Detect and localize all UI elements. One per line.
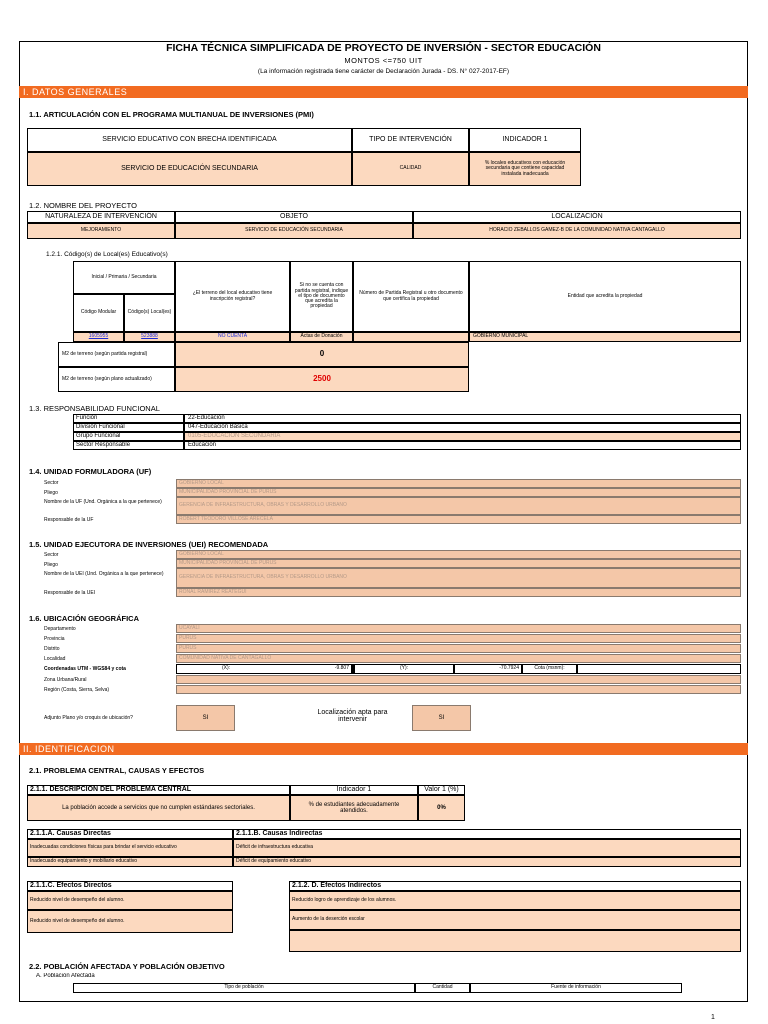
pmi-header-tipo: TIPO DE INTERVENCIÓN [352, 128, 469, 152]
causa-directa: Inadecuadas condiciones físicas para brindar el servicio educativo [27, 839, 233, 857]
localidad-value: COMUNIDAD NATIVA DE CANTAGALLO [176, 654, 741, 663]
codigo-modular-header: Código Modular [73, 294, 124, 332]
uei-value: GOBIERNO LOCAL [176, 550, 741, 559]
legal-note: (La información registrada tiene carácter de Declaración Jurada - DS. N° 027-2017-EF) [257, 68, 510, 75]
pmi-tipo-value: CALIDAD [352, 152, 469, 186]
tipo-documento-header: Si no se cuenta con partida registral, indique el tipo de documento que acredita la propiedad [290, 261, 353, 332]
entidad-value: GOBIERNO MUNICIPAL [469, 332, 741, 342]
causa-directa: Inadecuado equipamiento y mobiliario educativo [27, 857, 233, 867]
m2-plano-label: M2 de terreno (según plano actualizado) [58, 367, 175, 392]
section-title-1-1: 1.1. ARTICULACIÓN CON EL PROGRAMA MULTIANUAL DE INVERSIONES (PMI) [29, 110, 314, 119]
funcional-value: 047-Educación Básica [184, 423, 741, 432]
poblacion-header-fuente: Fuente de información [470, 983, 682, 993]
pmi-indicador-value: % locales educativos con educación secundaria que contiene capacidad instalada inadecuada [469, 152, 581, 186]
efecto-directo: Reducido nivel de desempeño del alumno. [27, 891, 233, 910]
section-bar-identificacion: II. IDENTIFICACION [19, 743, 748, 755]
coord-y-label: (Y): [354, 664, 454, 674]
valor-header: Valor 1 (%) [418, 785, 465, 795]
name-header-objeto: OBJETO [175, 211, 413, 223]
funcional-value: Educación [184, 441, 741, 450]
plano-label: Adjunto Plano y/o croquis de ubicación? [44, 715, 133, 721]
ubicacion-label: Departamento [44, 626, 76, 632]
coord-x-label: (X): [176, 664, 352, 674]
page-number: 1 [711, 1014, 715, 1021]
section-title-1-4: 1.4. UNIDAD FORMULADORA (UF) [29, 467, 152, 476]
tipo-documento-value: Actas de Donación [290, 332, 353, 342]
departamento-value: UCAYALI [176, 624, 741, 633]
uf-label: Nombre de la UF (Und. Orgánica a la que pertenece) [44, 499, 162, 505]
codigo-local-value: 523888 [124, 332, 175, 342]
ubicacion-label: Coordenadas UTM - WGS84 y cota [44, 666, 126, 672]
poblacion-header-cantidad: Cantidad [415, 983, 470, 993]
uf-value: MUNICIPALIDAD PROVINCIAL DE PURUS [176, 488, 741, 497]
name-objeto-value: SERVICIO DE EDUCACIÓN SECUNDARIA [175, 223, 413, 239]
section-title-1-3: 1.3. RESPONSABILIDAD FUNCIONAL [29, 404, 160, 413]
distrito-value: PURUS [176, 644, 741, 653]
inscripcion-header: ¿El terreno del local educativo tiene inscripción registral? [175, 261, 290, 332]
problema-value: La población accede a servicios que no cumplen estándares sectoriales. [27, 795, 290, 821]
efecto-directo: Reducido nivel de desempeño del alumno. [27, 910, 233, 933]
efectos-directos-header: 2.1.1.C. Efectos Directos [27, 881, 233, 891]
uf-label: Responsable de la UF [44, 517, 94, 523]
ubicacion-label: Distrito [44, 646, 60, 652]
name-localizacion-value: HORACIO ZEBALLOS GAMEZ-B DE LA COMUNIDAD NATIVA CANTAGALLO [413, 223, 741, 239]
poblacion-header-tipo: Tipo de población [73, 983, 415, 993]
section-title-1-6: 1.6. UBICACIÓN GEOGRÁFICA [29, 614, 140, 623]
name-naturaleza-value: MEJORAMIENTO [27, 223, 175, 239]
section-title-1-2: 1.2. NOMBRE DEL PROYECTO [29, 201, 137, 210]
codigo-local-header: Código(s) Local(es) [124, 294, 175, 332]
coord-x-value: -9.807 [334, 665, 349, 672]
cota-value [577, 664, 741, 674]
page-subtitle: MONTOS <=750 UIT [344, 56, 423, 65]
uf-value: ROBERT TEODORO VILLOSE ARECELA [176, 515, 741, 524]
apta-value: SI [412, 705, 471, 731]
causa-indirecta: Déficit de infraestructura educativa [233, 839, 741, 857]
uf-value: GERENCIA DE INFRAESTRUCTURA, OBRAS Y DESARROLLO URBANO [176, 497, 741, 515]
provincia-value: PURUS [176, 634, 741, 643]
causa-indirecta: Déficit de equipamiento educativo [233, 857, 741, 867]
uf-value: GOBIERNO LOCAL [176, 479, 741, 488]
ubicacion-label: Provincia [44, 636, 65, 642]
name-header-naturaleza: NATURALEZA DE INTERVENCIÓN [27, 211, 175, 223]
section-bar-datos-generales: I. DATOS GENERALES [19, 86, 748, 98]
pmi-header-servicio: SERVICIO EDUCATIVO CON BRECHA IDENTIFICADA [27, 128, 352, 152]
section-title-1-2-1: 1.2.1. Código(s) de Local(es) Educativo(s) [46, 251, 168, 258]
funcional-value: 0105-EDUCACIÓN SECUNDARIA [184, 432, 741, 441]
causas-indirectas-header: 2.1.1.B. Causas Indirectas [233, 829, 741, 839]
efecto-indirecto: Reducido logro de aprendizaje de los alumnos. [289, 891, 741, 910]
ubicacion-label: Zona Urbana/Rural [44, 677, 87, 683]
indicador-value: % de estudiantes adecuadamente atendidos. [290, 795, 418, 821]
apta-label: Localización apta para intervenir [317, 709, 388, 724]
codigo-modular-value: 1605955 [73, 332, 124, 342]
uei-value: GERENCIA DE INFRAESTRUCTURA, OBRAS Y DESARROLLO URBANO [176, 568, 741, 588]
entidad-header: Entidad que acredita la propiedad [469, 261, 741, 332]
pmi-servicio-value: SERVICIO DE EDUCACIÓN SECUNDARIA [27, 152, 352, 186]
level-header: Inicial / Primaria / Secundaria [73, 261, 175, 294]
valor-value: 0% [418, 795, 465, 821]
efecto-indirecto [289, 930, 741, 952]
name-header-localizacion: LOCALIZACIÓN [413, 211, 741, 223]
m2-registral-label: M2 de terreno (según partida registral) [58, 342, 175, 367]
section-title-2-1: 2.1. PROBLEMA CENTRAL, CAUSAS Y EFECTOS [29, 766, 205, 775]
uei-value: RONAL RAMIREZ REATEGUI [176, 588, 741, 597]
uei-label: Responsable de la UEI [44, 590, 96, 596]
uf-label: Sector [44, 480, 59, 486]
efectos-indirectos-header: 2.1.2. D. Efectos Indirectos [289, 881, 741, 891]
plano-value: SI [176, 705, 235, 731]
inscripcion-value: NO CUENTA [175, 332, 290, 342]
uei-label: Nombre de la UEI (Und. Orgánica a la que pertenece) [44, 571, 164, 577]
funcional-label: Función [73, 414, 184, 423]
section-title-1-5: 1.5. UNIDAD EJECUTORA DE INVERSIONES (UEI) RECOMENDADA [29, 540, 269, 549]
causas-directas-header: 2.1.1.A. Causas Directas [27, 829, 233, 839]
uf-label: Pliego [44, 490, 58, 496]
partida-header: Número de Partida Registral u otro documento que certifica la propiedad [353, 261, 469, 332]
uei-label: Sector [44, 552, 59, 558]
funcional-value: 22-Educación [184, 414, 741, 423]
cota-label: Cota (msnm): [522, 664, 577, 674]
region-value [176, 685, 741, 694]
problema-header: 2.1.1. DESCRIPCION DEL PROBLEMA CENTRAL [27, 785, 290, 795]
ubicacion-label: Localidad [44, 656, 66, 662]
efecto-indirecto: Aumento de la deserción escolar [289, 910, 741, 930]
page-title: FICHA TÉCNICA SIMPLIFICADA DE PROYECTO DE INVERSIÓN - SECTOR EDUCACIÓN [166, 42, 601, 54]
m2-registral-value: 0 [175, 342, 469, 367]
zona-value [176, 675, 741, 684]
indicador-header: Indicador 1 [290, 785, 418, 795]
uei-value: MUNICIPALIDAD PROVINCIAL DE PURUS [176, 559, 741, 568]
coord-y-value: -70.7924 [454, 664, 522, 674]
poblacion-afectada-label: A. Población Afectada [36, 973, 95, 979]
funcional-label: División Funcional [73, 423, 184, 432]
pmi-header-indicador: INDICADOR 1 [469, 128, 581, 152]
uei-label: Pliego [44, 562, 58, 568]
funcional-label: Grupo Funcional [73, 432, 184, 441]
funcional-label: Sector Responsable [73, 441, 184, 450]
partida-value [353, 332, 469, 342]
section-title-2-2: 2.2. POBLACIÓN AFECTADA Y POBLACIÓN OBJETIVO [29, 962, 225, 971]
ubicacion-label: Región (Costa, Sierra, Selva) [44, 687, 110, 693]
m2-plano-value: 2500 [175, 367, 469, 392]
